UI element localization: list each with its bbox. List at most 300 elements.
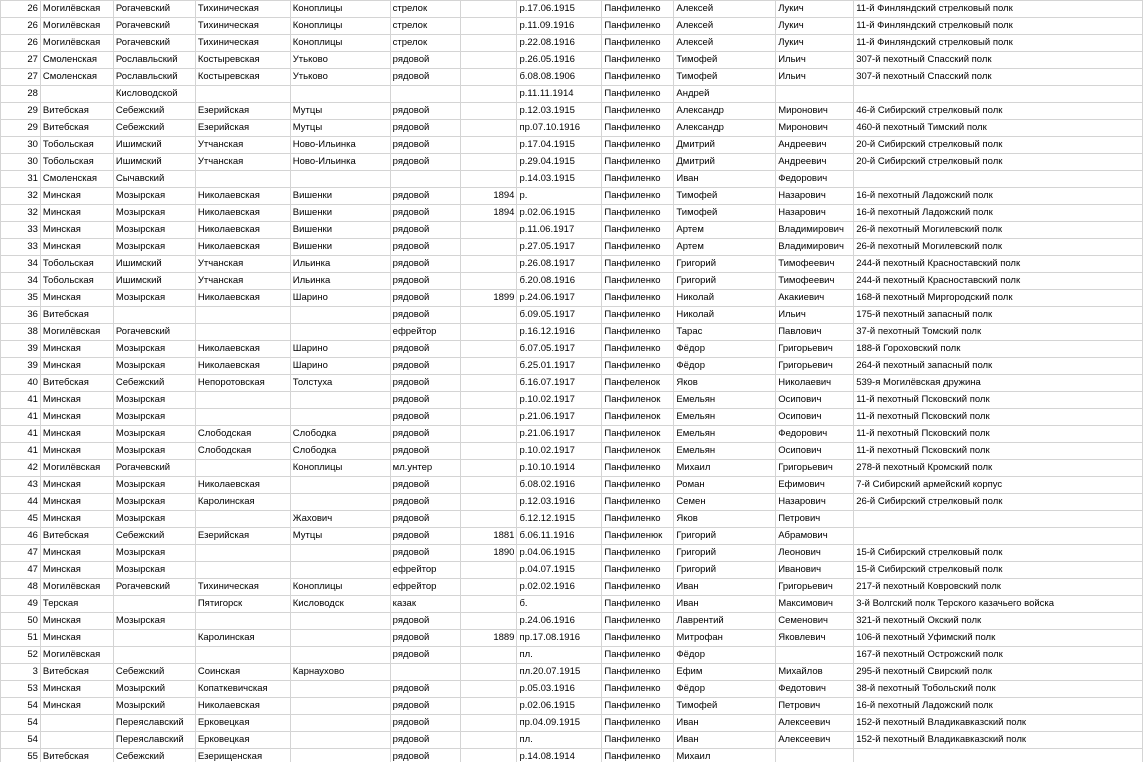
rank-cell[interactable]: ефрейтор [390, 324, 460, 341]
regiment-cell[interactable] [854, 171, 1143, 188]
row-index-cell[interactable]: 34 [1, 273, 41, 290]
district-cell[interactable] [113, 647, 195, 664]
row-index-cell[interactable]: 28 [1, 86, 41, 103]
rank-cell[interactable]: рядовой [390, 69, 460, 86]
volost-cell[interactable]: Слободская [195, 443, 290, 460]
row-index-cell[interactable]: 34 [1, 256, 41, 273]
surname-cell[interactable]: Панфиленко [602, 511, 674, 528]
surname-cell[interactable]: Панфиленок [602, 443, 674, 460]
district-cell[interactable]: Мозырская [113, 494, 195, 511]
district-cell[interactable]: Рославльский [113, 69, 195, 86]
village-cell[interactable] [290, 613, 390, 630]
village-cell[interactable] [290, 630, 390, 647]
province-cell[interactable]: Минская [40, 290, 113, 307]
volost-cell[interactable]: Николаевская [195, 477, 290, 494]
district-cell[interactable]: Рогачевский [113, 35, 195, 52]
district-cell[interactable]: Мозырская [113, 222, 195, 239]
province-cell[interactable] [40, 86, 113, 103]
status-date-cell[interactable]: р.24.06.1916 [517, 613, 602, 630]
district-cell[interactable]: Рогачевский [113, 18, 195, 35]
volost-cell[interactable] [195, 409, 290, 426]
surname-cell[interactable]: Панфиленко [602, 324, 674, 341]
row-index-cell[interactable]: 43 [1, 477, 41, 494]
volost-cell[interactable]: Тихиническая [195, 1, 290, 18]
rank-cell[interactable] [390, 171, 460, 188]
birth-year-cell[interactable]: 1890 [460, 545, 517, 562]
village-cell[interactable]: Слободка [290, 426, 390, 443]
patronymic-cell[interactable]: Алексеевич [776, 732, 854, 749]
patronymic-cell[interactable]: Павлович [776, 324, 854, 341]
surname-cell[interactable]: Панфиленко [602, 341, 674, 358]
volost-cell[interactable] [195, 307, 290, 324]
regiment-cell[interactable]: 168-й пехотный Миргородский полк [854, 290, 1143, 307]
row-index-cell[interactable]: 45 [1, 511, 41, 528]
birth-year-cell[interactable] [460, 409, 517, 426]
village-cell[interactable] [290, 409, 390, 426]
district-cell[interactable]: Ишимский [113, 137, 195, 154]
volost-cell[interactable]: Утчанская [195, 256, 290, 273]
birth-year-cell[interactable] [460, 358, 517, 375]
first-name-cell[interactable]: Григорий [674, 273, 776, 290]
regiment-cell[interactable]: 38-й пехотный Тобольский полк [854, 681, 1143, 698]
row-index-cell[interactable]: 55 [1, 749, 41, 762]
status-date-cell[interactable]: б.09.05.1917 [517, 307, 602, 324]
village-cell[interactable] [290, 477, 390, 494]
status-date-cell[interactable]: р.02.06.1915 [517, 698, 602, 715]
village-cell[interactable] [290, 749, 390, 762]
regiment-cell[interactable]: 217-й пехотный Ковровский полк [854, 579, 1143, 596]
district-cell[interactable]: Переяславский [113, 732, 195, 749]
village-cell[interactable]: Шарино [290, 290, 390, 307]
status-date-cell[interactable]: б. [517, 596, 602, 613]
patronymic-cell[interactable]: Назарович [776, 205, 854, 222]
patronymic-cell[interactable]: Миронович [776, 103, 854, 120]
province-cell[interactable]: Смоленская [40, 69, 113, 86]
rank-cell[interactable]: рядовой [390, 698, 460, 715]
regiment-cell[interactable]: 295-й пехотный Свирский полк [854, 664, 1143, 681]
volost-cell[interactable]: Утчанская [195, 137, 290, 154]
patronymic-cell[interactable]: Федорович [776, 426, 854, 443]
province-cell[interactable]: Витебская [40, 528, 113, 545]
birth-year-cell[interactable]: 1899 [460, 290, 517, 307]
district-cell[interactable]: Кисловодской [113, 86, 195, 103]
district-cell[interactable] [113, 596, 195, 613]
first-name-cell[interactable]: Роман [674, 477, 776, 494]
patronymic-cell[interactable]: Назарович [776, 188, 854, 205]
village-cell[interactable]: Кисловодск [290, 596, 390, 613]
regiment-cell[interactable]: 15-й Сибирский стрелковый полк [854, 545, 1143, 562]
volost-cell[interactable]: Николаевская [195, 205, 290, 222]
regiment-cell[interactable]: 26-й пехотный Могилевский полк [854, 222, 1143, 239]
regiment-cell[interactable]: 307-й пехотный Спасский полк [854, 52, 1143, 69]
surname-cell[interactable]: Панфиленко [602, 1, 674, 18]
row-index-cell[interactable]: 41 [1, 392, 41, 409]
surname-cell[interactable]: Панфиленко [602, 103, 674, 120]
rank-cell[interactable]: рядовой [390, 154, 460, 171]
province-cell[interactable]: Могилёвская [40, 18, 113, 35]
patronymic-cell[interactable] [776, 749, 854, 762]
surname-cell[interactable]: Панфиленко [602, 545, 674, 562]
regiment-cell[interactable] [854, 511, 1143, 528]
volost-cell[interactable]: Костыревская [195, 52, 290, 69]
district-cell[interactable]: Себежский [113, 120, 195, 137]
regiment-cell[interactable]: 20-й Сибирский стрелковый полк [854, 154, 1143, 171]
village-cell[interactable]: Шарино [290, 358, 390, 375]
rank-cell[interactable]: рядовой [390, 273, 460, 290]
province-cell[interactable]: Могилёвская [40, 460, 113, 477]
surname-cell[interactable]: Панфиленко [602, 647, 674, 664]
province-cell[interactable]: Могилёвская [40, 647, 113, 664]
district-cell[interactable]: Мозырская [113, 613, 195, 630]
first-name-cell[interactable]: Фёдор [674, 647, 776, 664]
patronymic-cell[interactable]: Григорьевич [776, 341, 854, 358]
status-date-cell[interactable]: б.07.05.1917 [517, 341, 602, 358]
province-cell[interactable]: Минская [40, 494, 113, 511]
status-date-cell[interactable]: р.05.03.1916 [517, 681, 602, 698]
district-cell[interactable]: Мозырская [113, 443, 195, 460]
status-date-cell[interactable]: пл.20.07.1915 [517, 664, 602, 681]
row-index-cell[interactable]: 54 [1, 715, 41, 732]
status-date-cell[interactable]: р. [517, 188, 602, 205]
rank-cell[interactable]: рядовой [390, 511, 460, 528]
village-cell[interactable]: Мутцы [290, 120, 390, 137]
row-index-cell[interactable]: 41 [1, 409, 41, 426]
rank-cell[interactable]: рядовой [390, 545, 460, 562]
first-name-cell[interactable]: Михаил [674, 460, 776, 477]
surname-cell[interactable]: Панфиленко [602, 52, 674, 69]
regiment-cell[interactable]: 167-й пехотный Острожский полк [854, 647, 1143, 664]
first-name-cell[interactable]: Емельян [674, 392, 776, 409]
surname-cell[interactable]: Панфиленко [602, 494, 674, 511]
first-name-cell[interactable]: Григорий [674, 545, 776, 562]
patronymic-cell[interactable]: Николаевич [776, 375, 854, 392]
province-cell[interactable]: Минская [40, 477, 113, 494]
status-date-cell[interactable]: р.10.02.1917 [517, 392, 602, 409]
birth-year-cell[interactable] [460, 324, 517, 341]
first-name-cell[interactable]: Тимофей [674, 698, 776, 715]
regiment-cell[interactable] [854, 528, 1143, 545]
regiment-cell[interactable]: 11-й Финляндский стрелковый полк [854, 35, 1143, 52]
regiment-cell[interactable]: 106-й пехотный Уфимский полк [854, 630, 1143, 647]
rank-cell[interactable]: рядовой [390, 647, 460, 664]
village-cell[interactable] [290, 562, 390, 579]
volost-cell[interactable]: Костыревская [195, 69, 290, 86]
surname-cell[interactable]: Панфиленко [602, 562, 674, 579]
volost-cell[interactable] [195, 562, 290, 579]
rank-cell[interactable]: рядовой [390, 443, 460, 460]
province-cell[interactable]: Минская [40, 698, 113, 715]
province-cell[interactable]: Терская [40, 596, 113, 613]
surname-cell[interactable]: Панфиленко [602, 205, 674, 222]
patronymic-cell[interactable]: Владимирович [776, 222, 854, 239]
surname-cell[interactable]: Панфиленко [602, 664, 674, 681]
status-date-cell[interactable]: р.14.08.1914 [517, 749, 602, 762]
patronymic-cell[interactable]: Назарович [776, 494, 854, 511]
first-name-cell[interactable]: Иван [674, 579, 776, 596]
birth-year-cell[interactable] [460, 256, 517, 273]
volost-cell[interactable]: Николаевская [195, 341, 290, 358]
patronymic-cell[interactable]: Ильич [776, 307, 854, 324]
province-cell[interactable]: Тобольская [40, 256, 113, 273]
village-cell[interactable] [290, 171, 390, 188]
birth-year-cell[interactable] [460, 698, 517, 715]
status-date-cell[interactable]: р.21.06.1917 [517, 426, 602, 443]
village-cell[interactable]: Шарино [290, 341, 390, 358]
regiment-cell[interactable]: 16-й пехотный Ладожский полк [854, 205, 1143, 222]
province-cell[interactable]: Смоленская [40, 171, 113, 188]
first-name-cell[interactable]: Алексей [674, 35, 776, 52]
first-name-cell[interactable]: Андрей [674, 86, 776, 103]
surname-cell[interactable]: Панфиленко [602, 120, 674, 137]
birth-year-cell[interactable] [460, 103, 517, 120]
row-index-cell[interactable]: 30 [1, 154, 41, 171]
rank-cell[interactable]: ефрейтор [390, 562, 460, 579]
status-date-cell[interactable]: р.26.05.1916 [517, 52, 602, 69]
patronymic-cell[interactable]: Максимович [776, 596, 854, 613]
rank-cell[interactable]: рядовой [390, 375, 460, 392]
village-cell[interactable]: Ильинка [290, 273, 390, 290]
district-cell[interactable] [113, 630, 195, 647]
surname-cell[interactable]: Панфиленко [602, 477, 674, 494]
patronymic-cell[interactable]: Абрамович [776, 528, 854, 545]
status-date-cell[interactable]: пр.04.09.1915 [517, 715, 602, 732]
patronymic-cell[interactable]: Петрович [776, 511, 854, 528]
birth-year-cell[interactable] [460, 273, 517, 290]
village-cell[interactable] [290, 324, 390, 341]
rank-cell[interactable] [390, 664, 460, 681]
province-cell[interactable]: Могилёвская [40, 1, 113, 18]
regiment-cell[interactable]: 244-й пехотный Красноставский полк [854, 273, 1143, 290]
regiment-cell[interactable]: 11-й Финляндский стрелковый полк [854, 18, 1143, 35]
status-date-cell[interactable]: р.12.03.1916 [517, 494, 602, 511]
row-index-cell[interactable]: 47 [1, 562, 41, 579]
district-cell[interactable]: Мозырская [113, 511, 195, 528]
village-cell[interactable] [290, 715, 390, 732]
first-name-cell[interactable]: Алексей [674, 18, 776, 35]
birth-year-cell[interactable] [460, 137, 517, 154]
birth-year-cell[interactable] [460, 35, 517, 52]
first-name-cell[interactable]: Григорий [674, 256, 776, 273]
row-index-cell[interactable]: 54 [1, 732, 41, 749]
district-cell[interactable]: Мозырская [113, 545, 195, 562]
volost-cell[interactable] [195, 324, 290, 341]
first-name-cell[interactable]: Иван [674, 732, 776, 749]
district-cell[interactable]: Рогачевский [113, 579, 195, 596]
village-cell[interactable]: Вишенки [290, 239, 390, 256]
village-cell[interactable] [290, 545, 390, 562]
regiment-cell[interactable]: 15-й Сибирский стрелковый полк [854, 562, 1143, 579]
status-date-cell[interactable]: р.24.06.1917 [517, 290, 602, 307]
row-index-cell[interactable]: 32 [1, 188, 41, 205]
first-name-cell[interactable]: Яков [674, 375, 776, 392]
birth-year-cell[interactable]: 1889 [460, 630, 517, 647]
surname-cell[interactable]: Панфиленюк [602, 528, 674, 545]
province-cell[interactable]: Могилёвская [40, 579, 113, 596]
rank-cell[interactable]: рядовой [390, 528, 460, 545]
rank-cell[interactable] [390, 86, 460, 103]
province-cell[interactable]: Минская [40, 409, 113, 426]
birth-year-cell[interactable] [460, 392, 517, 409]
status-date-cell[interactable]: р.02.06.1915 [517, 205, 602, 222]
status-date-cell[interactable]: р.10.10.1914 [517, 460, 602, 477]
village-cell[interactable]: Вишенки [290, 188, 390, 205]
rank-cell[interactable]: казак [390, 596, 460, 613]
rank-cell[interactable]: рядовой [390, 256, 460, 273]
row-index-cell[interactable]: 46 [1, 528, 41, 545]
first-name-cell[interactable]: Тимофей [674, 52, 776, 69]
first-name-cell[interactable]: Александр [674, 103, 776, 120]
district-cell[interactable]: Мозырская [113, 562, 195, 579]
province-cell[interactable]: Минская [40, 188, 113, 205]
row-index-cell[interactable]: 26 [1, 18, 41, 35]
province-cell[interactable]: Витебская [40, 120, 113, 137]
village-cell[interactable]: Ильинка [290, 256, 390, 273]
district-cell[interactable]: Сычавский [113, 171, 195, 188]
province-cell[interactable]: Тобольская [40, 137, 113, 154]
birth-year-cell[interactable] [460, 443, 517, 460]
status-date-cell[interactable]: б.06.11.1916 [517, 528, 602, 545]
status-date-cell[interactable]: б.20.08.1916 [517, 273, 602, 290]
volost-cell[interactable] [195, 613, 290, 630]
volost-cell[interactable]: Каролинская [195, 630, 290, 647]
surname-cell[interactable]: Панфиленко [602, 358, 674, 375]
volost-cell[interactable]: Николаевская [195, 358, 290, 375]
district-cell[interactable]: Рогачевский [113, 324, 195, 341]
volost-cell[interactable]: Тихиническая [195, 18, 290, 35]
district-cell[interactable]: Мозырская [113, 392, 195, 409]
row-index-cell[interactable]: 26 [1, 35, 41, 52]
volost-cell[interactable]: Езерийская [195, 103, 290, 120]
first-name-cell[interactable]: Яков [674, 511, 776, 528]
first-name-cell[interactable]: Ефим [674, 664, 776, 681]
district-cell[interactable]: Мозырская [113, 239, 195, 256]
birth-year-cell[interactable] [460, 647, 517, 664]
surname-cell[interactable]: Панфиленко [602, 222, 674, 239]
regiment-cell[interactable]: 264-й пехотный запасный полк [854, 358, 1143, 375]
province-cell[interactable]: Могилёвская [40, 324, 113, 341]
regiment-cell[interactable]: 244-й пехотный Красноставский полк [854, 256, 1143, 273]
birth-year-cell[interactable] [460, 664, 517, 681]
patronymic-cell[interactable]: Осипович [776, 392, 854, 409]
status-date-cell[interactable]: б.08.08.1906 [517, 69, 602, 86]
first-name-cell[interactable]: Григорий [674, 562, 776, 579]
province-cell[interactable]: Витебская [40, 307, 113, 324]
volost-cell[interactable]: Слободская [195, 426, 290, 443]
surname-cell[interactable]: Панфиленко [602, 171, 674, 188]
birth-year-cell[interactable] [460, 120, 517, 137]
birth-year-cell[interactable] [460, 222, 517, 239]
volost-cell[interactable]: Соинская [195, 664, 290, 681]
row-index-cell[interactable]: 27 [1, 52, 41, 69]
district-cell[interactable] [113, 307, 195, 324]
row-index-cell[interactable]: 52 [1, 647, 41, 664]
district-cell[interactable]: Себежский [113, 664, 195, 681]
birth-year-cell[interactable] [460, 579, 517, 596]
surname-cell[interactable]: Панфиленко [602, 18, 674, 35]
first-name-cell[interactable]: Фёдор [674, 681, 776, 698]
village-cell[interactable]: Ново-Ильинка [290, 154, 390, 171]
first-name-cell[interactable]: Николай [674, 307, 776, 324]
birth-year-cell[interactable] [460, 69, 517, 86]
rank-cell[interactable]: мл.унтер [390, 460, 460, 477]
province-cell[interactable]: Минская [40, 562, 113, 579]
status-date-cell[interactable]: р.04.07.1915 [517, 562, 602, 579]
first-name-cell[interactable]: Иван [674, 596, 776, 613]
volost-cell[interactable]: Утчанская [195, 273, 290, 290]
patronymic-cell[interactable]: Андреевич [776, 154, 854, 171]
surname-cell[interactable]: Панфиленок [602, 392, 674, 409]
volost-cell[interactable]: Непоротовская [195, 375, 290, 392]
volost-cell[interactable]: Николаевская [195, 222, 290, 239]
surname-cell[interactable]: Панфиленко [602, 732, 674, 749]
village-cell[interactable] [290, 698, 390, 715]
row-index-cell[interactable]: 33 [1, 239, 41, 256]
village-cell[interactable]: Вишенки [290, 205, 390, 222]
regiment-cell[interactable]: 278-й пехотный Кромский полк [854, 460, 1143, 477]
village-cell[interactable]: Коноплицы [290, 1, 390, 18]
row-index-cell[interactable]: 31 [1, 171, 41, 188]
volost-cell[interactable]: Утчанская [195, 154, 290, 171]
row-index-cell[interactable]: 26 [1, 1, 41, 18]
district-cell[interactable]: Мозырский [113, 681, 195, 698]
status-date-cell[interactable]: р.10.02.1917 [517, 443, 602, 460]
first-name-cell[interactable]: Емельян [674, 443, 776, 460]
status-date-cell[interactable]: р.17.06.1915 [517, 1, 602, 18]
patronymic-cell[interactable]: Осипович [776, 409, 854, 426]
surname-cell[interactable]: Панфиленко [602, 137, 674, 154]
status-date-cell[interactable]: р.27.05.1917 [517, 239, 602, 256]
province-cell[interactable]: Минская [40, 392, 113, 409]
regiment-cell[interactable]: 20-й Сибирский стрелковый полк [854, 137, 1143, 154]
district-cell[interactable]: Мозырская [113, 409, 195, 426]
rank-cell[interactable]: рядовой [390, 477, 460, 494]
surname-cell[interactable]: Панфиленко [602, 290, 674, 307]
volost-cell[interactable] [195, 86, 290, 103]
rank-cell[interactable]: рядовой [390, 222, 460, 239]
volost-cell[interactable] [195, 511, 290, 528]
row-index-cell[interactable]: 32 [1, 205, 41, 222]
village-cell[interactable] [290, 86, 390, 103]
first-name-cell[interactable]: Тимофей [674, 205, 776, 222]
province-cell[interactable]: Минская [40, 630, 113, 647]
regiment-cell[interactable]: 460-й пехотный Тимский полк [854, 120, 1143, 137]
district-cell[interactable]: Мозырская [113, 205, 195, 222]
province-cell[interactable]: Минская [40, 358, 113, 375]
status-date-cell[interactable]: р.12.03.1915 [517, 103, 602, 120]
surname-cell[interactable]: Панфиленко [602, 460, 674, 477]
patronymic-cell[interactable]: Федотович [776, 681, 854, 698]
row-index-cell[interactable]: 41 [1, 443, 41, 460]
province-cell[interactable]: Тобольская [40, 273, 113, 290]
birth-year-cell[interactable] [460, 596, 517, 613]
volost-cell[interactable] [195, 171, 290, 188]
regiment-cell[interactable] [854, 749, 1143, 762]
status-date-cell[interactable]: р.21.06.1917 [517, 409, 602, 426]
row-index-cell[interactable]: 33 [1, 222, 41, 239]
village-cell[interactable]: Слободка [290, 443, 390, 460]
regiment-cell[interactable]: 11-й пехотный Псковский полк [854, 426, 1143, 443]
province-cell[interactable]: Минская [40, 205, 113, 222]
status-date-cell[interactable]: р.04.06.1915 [517, 545, 602, 562]
district-cell[interactable]: Ишимский [113, 273, 195, 290]
surname-cell[interactable]: Панфиленко [602, 86, 674, 103]
row-index-cell[interactable]: 35 [1, 290, 41, 307]
status-date-cell[interactable]: пл. [517, 647, 602, 664]
first-name-cell[interactable]: Фёдор [674, 358, 776, 375]
patronymic-cell[interactable]: Лукич [776, 35, 854, 52]
patronymic-cell[interactable] [776, 647, 854, 664]
district-cell[interactable]: Рославльский [113, 52, 195, 69]
